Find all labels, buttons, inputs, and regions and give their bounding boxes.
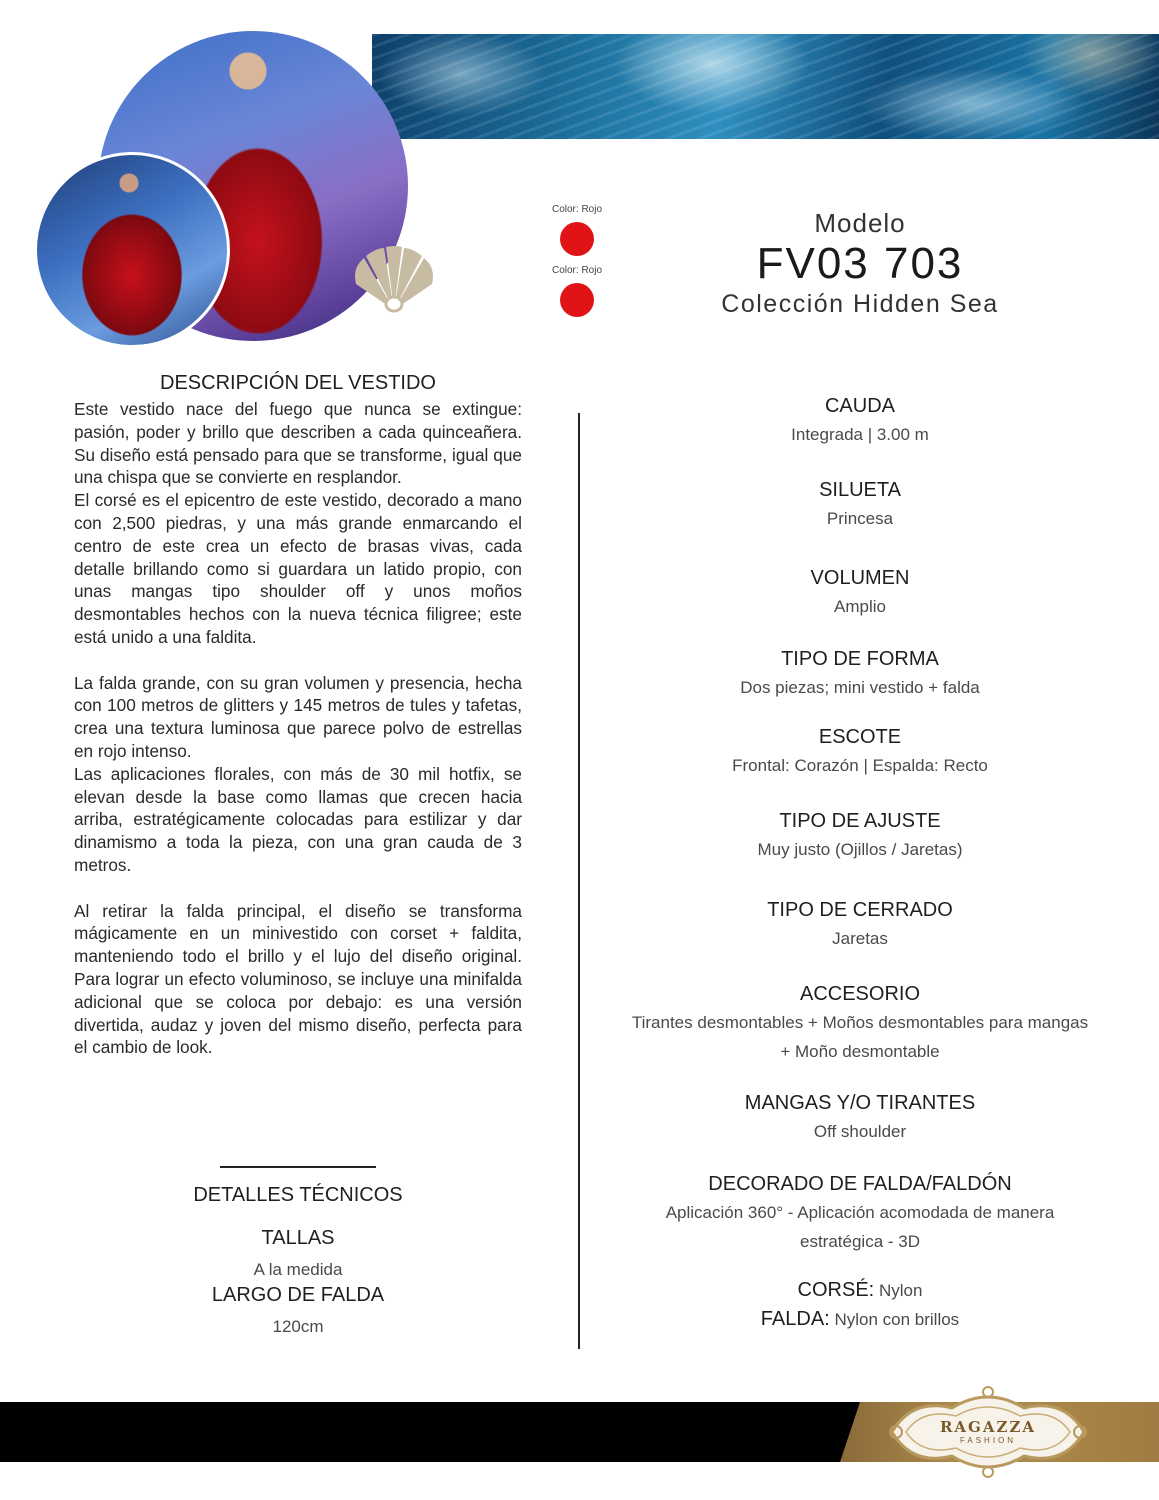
spec-value: Off shoulder [813,1122,907,1141]
banner-wave-texture [372,34,1159,139]
description-paragraph: La falda grande, con su gran volumen y presencia, hecha con 100 metros de glitters y 145 metros de tules y tafetas, crea una textura luminosa que parece polvo de estrellas en rojo intenso. [74,672,522,761]
description-title: DESCRIPCIÓN DEL VESTIDO [160,372,436,394]
model-code: FV03 703 [756,239,964,288]
spec-value: Tirantes desmontables + Moños desmontables para mangas + Moño desmontable [631,1013,1089,1061]
spec-accesorio [620,980,1100,1066]
spec-decorado [620,1170,1100,1256]
spec-value: Amplio [834,597,886,616]
corset-value: Nylon [878,1281,923,1300]
spec-value: Integrada | 3.00 m [791,425,929,444]
technical-details [148,1166,448,1337]
spec-silueta [620,476,1100,533]
spec-value: Muy justo (Ojillos / Jaretas) [757,840,963,859]
dress-photo-back [34,152,230,348]
spec-value: Frontal: Corazón | Espalda: Recto [732,756,988,775]
spec-label: ESCOTE [818,726,902,748]
swatch-label: Color: Rojo [551,265,603,276]
spec-label: SILUETA [819,479,901,501]
skirt-length-label: LARGO DE FALDA [211,1284,385,1306]
ocean-banner-image [372,34,1159,139]
spec-label: TIPO DE CERRADO [767,899,953,921]
spec-value: Jaretas [832,929,888,948]
skirt-length-value: 120cm [272,1317,324,1336]
brand-logo [872,1378,1104,1486]
spec-tipo-cerrado [620,896,1100,953]
color-swatch-2 [540,265,614,317]
spec-label: TIPO DE AJUSTE [779,810,941,832]
spec-label: TIPO DE FORMA [781,648,939,670]
model-header [640,206,1080,320]
spec-tipo-ajuste [620,807,1100,864]
swatch-dot-red [560,222,594,256]
section-rule [220,1166,376,1168]
description-paragraph: El corsé es el epicentro de este vestido, decorado a mano con 2,500 piedras, y una más grande enmarcando el centro de este crea un efecto de brasas vivas, cada detalle brillando como si guardara un latido propio, con unas mangas tipo shoulder off y unos moños desmontables hechos con la nueva técnica filigree; este está unido a una faldita. [74,490,522,647]
spec-value: Princesa [826,509,894,528]
column-divider [578,413,580,1349]
spec-escote [620,723,1100,780]
swatch-dot-red [560,283,594,317]
spec-label: VOLUMEN [810,567,910,589]
spec-mangas [620,1089,1100,1146]
skirt-label: FALDA: [760,1308,830,1330]
shell-icon [350,244,438,316]
spec-label: MANGAS Y/O TIRANTES [744,1092,976,1114]
materials [620,1276,1100,1334]
color-swatch-1 [540,204,614,256]
footer-bar [0,1402,860,1462]
sizes-value: A la medida [253,1260,343,1279]
brand-name: RAGAZZA [939,1418,1037,1436]
spec-label: CAUDA [824,395,895,417]
spec-value: Aplicación 360° - Aplicación acomodada de manera estratégica - 3D [665,1203,1055,1251]
model-label: Modelo [814,208,906,238]
sizes-label: TALLAS [261,1227,335,1249]
technical-title: DETALLES TÉCNICOS [193,1184,403,1206]
material-corset [620,1276,1100,1305]
spec-volumen [620,564,1100,621]
spec-cauda [620,392,1100,449]
swatch-label: Color: Rojo [551,204,603,215]
description-body [74,398,522,1059]
description-paragraph: Al retirar la falda principal, el diseño se transforma mágicamente en un minivestido con corset + faldita, manteniendo todo el brillo y el lujo del diseño original. Para lograr un efecto voluminoso, se incluye una minifalda adicional que se coloca por debajo: es una versión divertida, audaz y joven del mismo diseño, perfecta para el cambio de look. [74,900,522,1058]
spec-tipo-forma [620,645,1100,702]
specs-list [620,392,1100,1334]
description-paragraph: Este vestido nace del fuego que nunca se extingue: pasión, poder y brillo que describen a cada quinceañera. Su diseño está pensado para que se transforme, igual que una chispa que se convierte en resplandor. [74,399,522,488]
spec-label: DECORADO DE FALDA/FALDÓN [708,1173,1012,1195]
brand-sub: FASHION [959,1436,1017,1445]
description-paragraph: Las aplicaciones florales, con más de 30 mil hotfix, se elevan desde la base como llamas que crecen hacia arriba, estratégicamente colocadas para estilizar y dar dinamismo a toda la pieza, con una gran cauda de 3 metros. [74,763,522,875]
material-skirt [620,1305,1100,1334]
corset-label: CORSÉ: [797,1279,875,1301]
spec-label: ACCESORIO [799,983,921,1005]
collection-name: Colección Hidden Sea [721,290,999,318]
spec-value: Dos piezas; mini vestido + falda [740,678,980,697]
skirt-value: Nylon con brillos [834,1310,960,1329]
